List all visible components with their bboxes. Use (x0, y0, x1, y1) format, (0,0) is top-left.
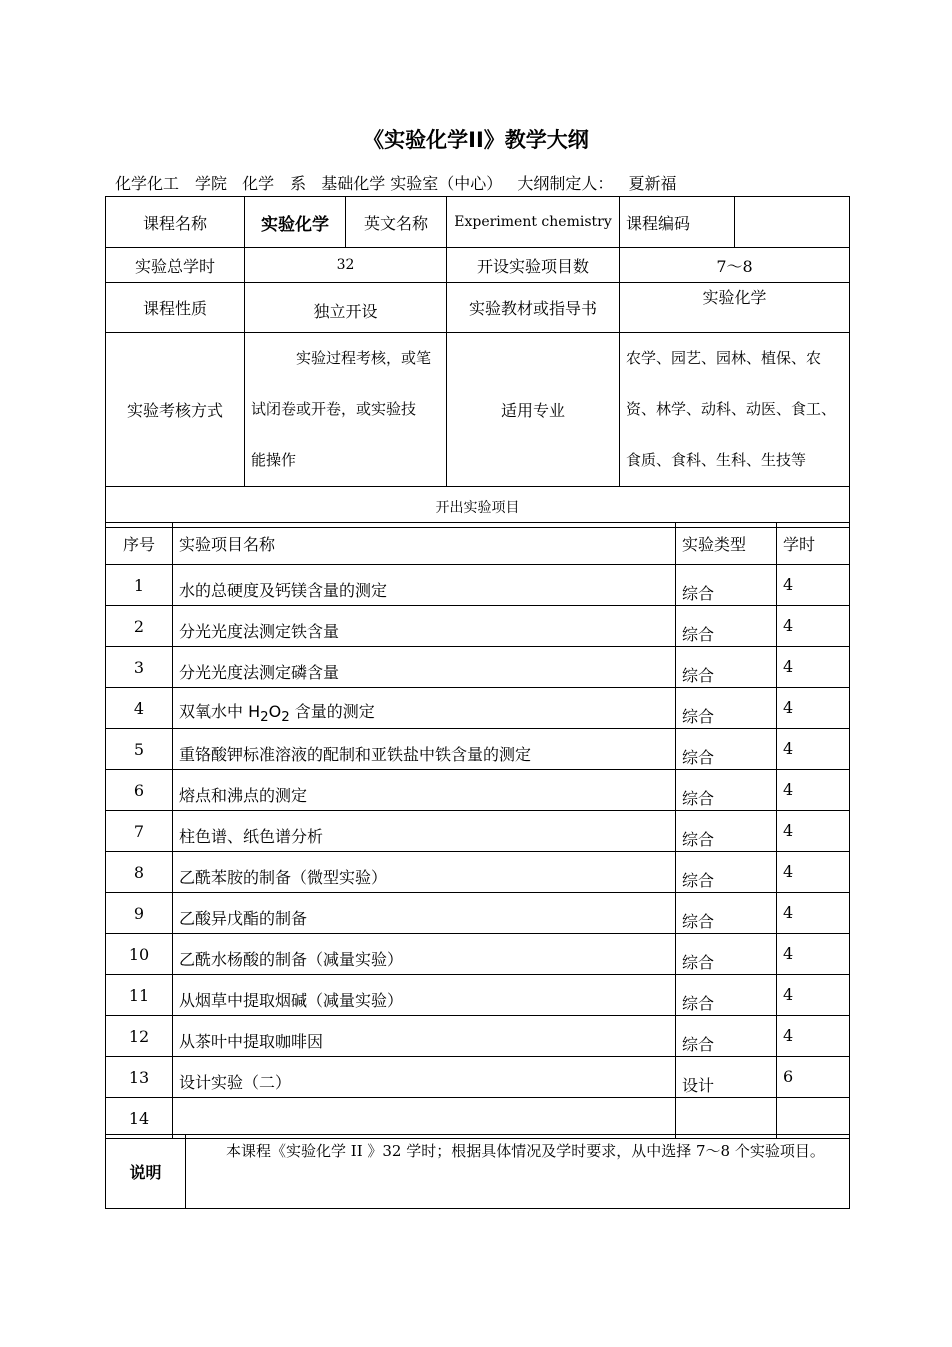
page-title: 《实验化学II》教学大纲 (363, 128, 589, 152)
project-type: 综合 (676, 606, 777, 647)
table-row (106, 770, 850, 811)
table-row (106, 893, 850, 934)
project-no: 10 (106, 934, 173, 975)
applicable-major-label: 适用专业 (447, 333, 620, 487)
applicable-majors: 农学、园艺、园林、植保、农 资、林学、动科、动医、食工、 食质、食科、生科、生技等 (620, 333, 850, 487)
project-name: 设计实验（二） (173, 1057, 676, 1098)
project-hours: 4 (777, 565, 850, 606)
course-nature-label: 课程性质 (106, 283, 245, 333)
table-row (106, 647, 850, 688)
project-hours: 4 (777, 729, 850, 770)
project-name: 分光光度法测定磷含量 (173, 647, 676, 688)
course-code-label: 课程编码 (620, 197, 735, 248)
project-hours: 6 (777, 1057, 850, 1098)
laboratory: 基础化学 实验室（中心） (321, 174, 503, 193)
project-no: 12 (106, 1016, 173, 1057)
note-text: 本课程《实验化学 II 》32 学时；根据具体情况及学时要求，从中选择 7～8 个实验项目。 (186, 1135, 850, 1209)
project-name: 双氧水中 $H_2O_2$ 含量的测定 (173, 688, 676, 729)
project-type: 综合 (676, 770, 777, 811)
projects-section-title: 开出实验项目 (106, 487, 850, 528)
table-row (106, 606, 850, 647)
note-label: 说明 (106, 1135, 186, 1209)
header-name: 实验项目名称 (173, 523, 676, 565)
assessment-label: 实验考核方式 (106, 333, 245, 487)
header-hours: 学时 (777, 523, 850, 565)
project-no: 7 (106, 811, 173, 852)
project-type: 综合 (676, 893, 777, 934)
total-hours: 32 (245, 248, 447, 283)
table-row (106, 729, 850, 770)
project-type: 综合 (676, 647, 777, 688)
table-row (106, 975, 850, 1016)
project-no: 11 (106, 975, 173, 1016)
table-row (106, 811, 850, 852)
project-name: 柱色谱、纸色谱分析 (173, 811, 676, 852)
project-name: 乙酰水杨酸的制备（减量实验） (173, 934, 676, 975)
header-no: 序号 (106, 523, 173, 565)
course-code (735, 197, 850, 248)
syllabus-header-info (115, 171, 687, 194)
assessment-method: 实验过程考核，或笔 试闭卷或开卷，或实验技 能操作 (245, 333, 447, 487)
project-hours: 4 (777, 975, 850, 1016)
project-type: 综合 (676, 852, 777, 893)
project-name: 乙酸异戊酯的制备 (173, 893, 676, 934)
english-name: Experiment chemistry (447, 197, 620, 248)
department: 化学 系 (242, 174, 307, 193)
header-type: 实验类型 (676, 523, 777, 565)
author-label: 大纲制定人： (517, 174, 614, 193)
author: 夏新福 (628, 174, 677, 193)
course-nature: 独立开设 (245, 283, 447, 333)
project-type: 综合 (676, 688, 777, 729)
project-hours: 4 (777, 811, 850, 852)
project-hours: 4 (777, 647, 850, 688)
note-table (105, 1134, 850, 1209)
course-name: 实验化学 (245, 197, 346, 248)
project-hours: 4 (777, 1016, 850, 1057)
project-type: 综合 (676, 975, 777, 1016)
project-count-label: 开设实验项目数 (447, 248, 620, 283)
project-type (676, 1098, 777, 1139)
project-no: 4 (106, 688, 173, 729)
project-hours: 4 (777, 770, 850, 811)
project-name: 熔点和沸点的测定 (173, 770, 676, 811)
course-info-table (105, 196, 850, 528)
table-row (106, 852, 850, 893)
project-type: 设计 (676, 1057, 777, 1098)
project-hours: 4 (777, 852, 850, 893)
project-hours: 4 (777, 688, 850, 729)
project-no: 13 (106, 1057, 173, 1098)
project-type: 综合 (676, 565, 777, 606)
project-type: 综合 (676, 729, 777, 770)
table-row (106, 934, 850, 975)
projects-table (105, 522, 850, 1139)
project-no: 1 (106, 565, 173, 606)
project-no: 2 (106, 606, 173, 647)
table-row (106, 1016, 850, 1057)
project-no: 9 (106, 893, 173, 934)
project-type: 综合 (676, 1016, 777, 1057)
project-name (173, 1098, 676, 1139)
project-type: 综合 (676, 811, 777, 852)
table-row (106, 688, 850, 729)
textbook-label: 实验教材或指导书 (447, 283, 620, 333)
project-name: 水的总硬度及钙镁含量的测定 (173, 565, 676, 606)
total-hours-label: 实验总学时 (106, 248, 245, 283)
project-type: 综合 (676, 934, 777, 975)
project-hours (777, 1098, 850, 1139)
project-no: 8 (106, 852, 173, 893)
project-name: 从烟草中提取烟碱（减量实验） (173, 975, 676, 1016)
project-name: 分光光度法测定铁含量 (173, 606, 676, 647)
project-hours: 4 (777, 893, 850, 934)
faculty: 化学化工 学院 (115, 174, 228, 193)
english-name-label: 英文名称 (346, 197, 447, 248)
table-row (106, 565, 850, 606)
project-no: 6 (106, 770, 173, 811)
course-name-label: 课程名称 (106, 197, 245, 248)
project-hours: 4 (777, 606, 850, 647)
project-name: 重铬酸钾标准溶液的配制和亚铁盐中铁含量的测定 (173, 729, 676, 770)
project-no: 3 (106, 647, 173, 688)
project-name: 乙酰苯胺的制备（微型实验） (173, 852, 676, 893)
textbook: 实验化学 (620, 283, 850, 333)
project-no: 5 (106, 729, 173, 770)
project-name: 从茶叶中提取咖啡因 (173, 1016, 676, 1057)
table-row (106, 1098, 850, 1139)
project-hours: 4 (777, 934, 850, 975)
table-row (106, 1057, 850, 1098)
project-count: 7～8 (620, 248, 850, 283)
project-no: 14 (106, 1098, 173, 1139)
